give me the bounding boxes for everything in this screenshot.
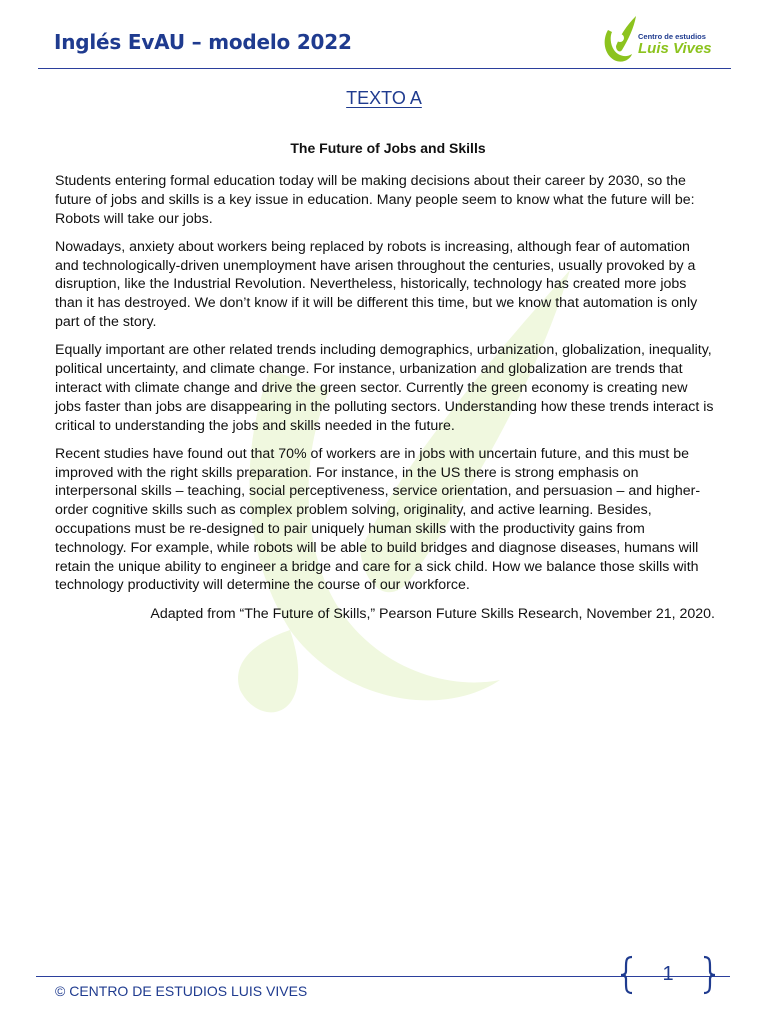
source-citation: Adapted from “The Future of Skills,” Pearson Future Skills Research, November 21, 2020. (150, 605, 715, 622)
page-number: 1 (662, 963, 674, 985)
paragraph: Students entering formal education today will be making decisions about their career by 2030, so the future of jobs and skills is a key issue in education. Many people seem to know what the future will be: Robots will take our jobs. (55, 173, 695, 227)
paragraph: Equally important are other related trends including demographics, urbanization, globalization, inequality, political uncertainty, and climate change. For instance, urbanization and globalization are trends that interact with climate change and drive the green sector. Currently the green economy is creating new jobs faster than jobs are disappearing in the polluting sectors. Understanding how these trends interact is critical to understanding the jobs and skills needed in the future. (55, 342, 714, 434)
page-header-title: Inglés EvAU – modelo 2022 (54, 30, 352, 54)
paragraph: Recent studies have found out that 70% of workers are in jobs with uncertain future, and this must be improved with the right skills preparation. For instance, in the US there is strong emphasis on interpersonal skills – teaching, social perceptiveness, service orientation, and persuasion – and higher-order cognitive skills such as complex problem solving, originality, and active learning. Besides, occupations must be re-designed to pair uniquely human skills with the productivity gains from technology. For example, while robots will be able to build bridges and diagnose diseases, humans will retain the unique ability to engineer a bridge and care for a sick child. How we balance those skills with technology productivity will determine the course of our workforce. (55, 445, 701, 594)
section-title: TEXTO A (346, 88, 422, 108)
luis-vives-leaf-logo (600, 14, 640, 66)
paragraph: Nowadays, anxiety about workers being replaced by robots is increasing, although fear of automation and technologically-driven unemployment have arisen throughout the centuries, usually provoked by a disruption, like the Industrial Revolution. Nevertheless, historically, technology has created more jobs than it has destroyed. We don’t know if it will be different this time, but we know that automation is only part of the story. (55, 238, 698, 331)
luis-vives-logo (600, 14, 720, 66)
page-number-box (620, 955, 716, 995)
logo-name: Luis Vives (638, 40, 712, 57)
header-divider (38, 68, 731, 69)
logo-subtitle: Centro de estudios (638, 32, 706, 41)
article-body (55, 172, 715, 633)
right-brace-icon (702, 955, 716, 995)
footer-copyright: © CENTRO DE ESTUDIOS LUIS VIVES (55, 983, 308, 999)
article-title: The Future of Jobs and Skills (290, 140, 486, 156)
